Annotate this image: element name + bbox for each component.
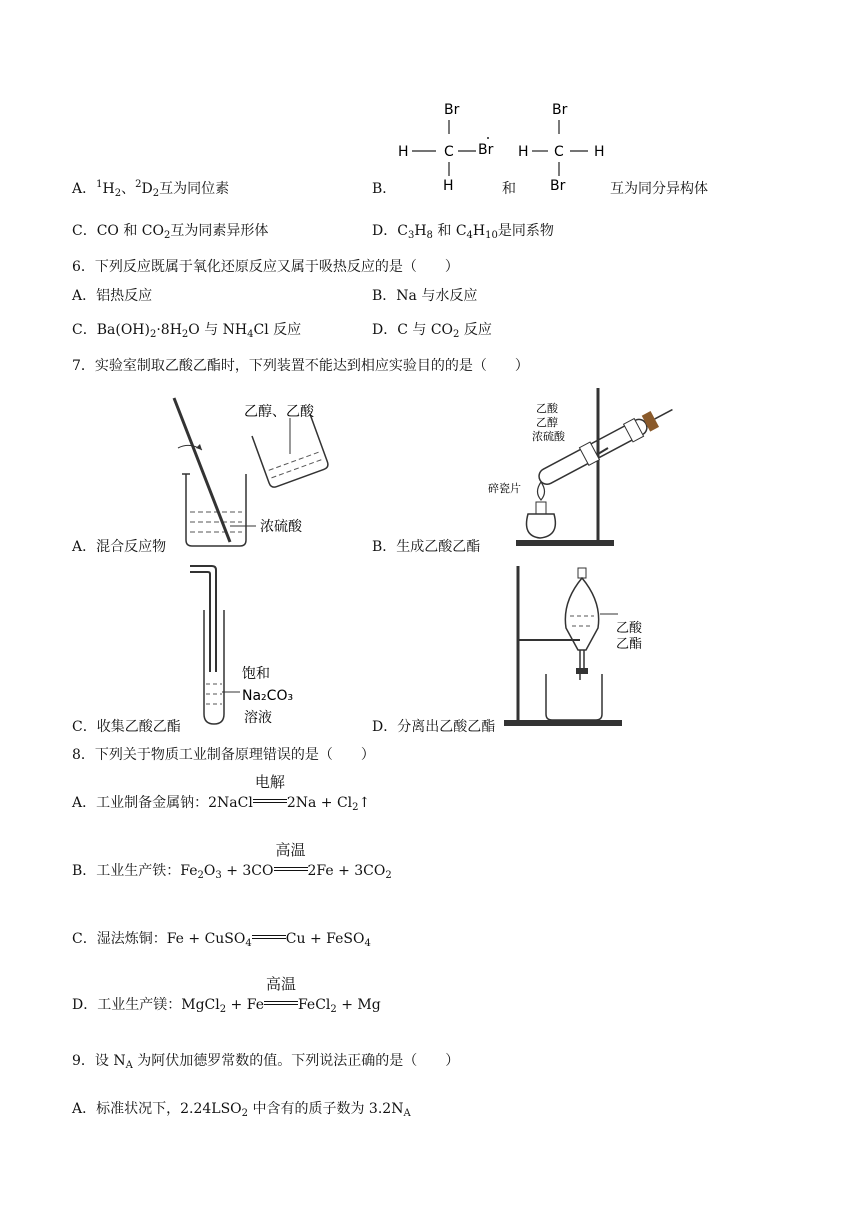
fig-c-label-2: Na₂CO₃ bbox=[242, 688, 294, 704]
fig-d-label-2: 乙酯 bbox=[616, 637, 643, 652]
fig-b-label-2: 乙醇 bbox=[536, 416, 558, 429]
q5-option-c: C．CO 和 $CO_2$互为同素异形体 bbox=[72, 223, 269, 241]
q5-option-a: A．$^1H_2$、$^2D_2$互为同位素 bbox=[72, 179, 230, 199]
q9-stem: 9．设 $N_A$ 为阿伏加德罗常数的值。下列说法正确的是（ ） bbox=[72, 1053, 460, 1071]
q8a-condition: 电解 bbox=[254, 773, 285, 791]
q6-option-c: C．$Ba(OH)_2\cdot 8H_2O$ 与 $NH_4Cl$ 反应 bbox=[72, 322, 302, 340]
struct1-right: Br bbox=[478, 142, 494, 158]
struct2-center: C bbox=[554, 144, 564, 160]
q5-option-d: D．$C_3H_8$ 和 $C_4H_{10}$是同系物 bbox=[372, 223, 554, 241]
q7-figure-b bbox=[488, 386, 678, 550]
q7-figure-c bbox=[186, 562, 316, 730]
q6-option-b: B．Na 与水反应 bbox=[372, 288, 478, 304]
fig-b-label-1: 乙酸 bbox=[536, 402, 558, 415]
struct2-right: H bbox=[594, 144, 605, 160]
fig-b-label-4: 碎瓷片 bbox=[488, 482, 521, 495]
q5-structure-1 bbox=[392, 96, 502, 196]
q6-option-a: A．铝热反应 bbox=[72, 288, 153, 304]
q5-structure-2 bbox=[514, 96, 614, 196]
struct2-bottom: Br bbox=[550, 178, 566, 194]
q7-figure-a bbox=[160, 392, 340, 552]
q8-option-a: A．工业制备金属钠：2NaCl 电解 $2Na + Cl_2↑$ bbox=[72, 773, 371, 813]
q7-figure-d bbox=[500, 562, 650, 730]
q7-option-b: B．生成乙酸乙酯 bbox=[372, 539, 481, 555]
struct2-left: H bbox=[518, 144, 529, 160]
fig-a-label-1: 乙醇、乙酸 bbox=[244, 404, 314, 420]
fig-d-label-1: 乙酸 bbox=[616, 621, 643, 636]
struct2-top: Br bbox=[552, 102, 568, 118]
struct1-left: H bbox=[398, 144, 409, 160]
struct1-top: Br bbox=[444, 102, 460, 118]
q8-option-c: C．湿法炼铜：Fe + CuSO$_4$ Cu + FeSO$_4$ bbox=[72, 931, 371, 949]
q7-option-a: A．混合反应物 bbox=[72, 539, 167, 555]
fig-c-label-3: 溶液 bbox=[244, 710, 272, 726]
q7-option-c: C．收集乙酸乙酯 bbox=[72, 719, 181, 735]
q9-option-a: A．标准状况下，$2.24LSO_2$ 中含有的质子数为 $3.2N_A$ bbox=[72, 1101, 411, 1119]
q5-option-b-text: 互为同分异构体 bbox=[610, 181, 708, 197]
q6-stem: 6．下列反应既属于氧化还原反应又属于吸热反应的是（ ） bbox=[72, 259, 459, 275]
q8-stem: 8．下列关于物质工业制备原理错误的是（ ） bbox=[72, 747, 375, 763]
q7-stem: 7．实验室制取乙酸乙酯时，下列装置不能达到相应实验目的的是（ ） bbox=[72, 358, 529, 374]
q8d-condition: 高温 bbox=[265, 975, 296, 993]
q5-option-b-label: B． bbox=[372, 181, 397, 197]
fig-a-label-2: 浓硫酸 bbox=[260, 519, 302, 535]
q6-option-d: D．C 与 $CO_2$ 反应 bbox=[372, 322, 492, 340]
struct1-center: C bbox=[444, 144, 454, 160]
q7-option-d: D．分离出乙酸乙酯 bbox=[372, 719, 496, 735]
q5-option-b-and: 和 bbox=[502, 181, 516, 197]
fig-c-label-1: 饱和 bbox=[242, 666, 270, 682]
q8-option-d: D．工业生产镁：MgCl$_2$ + Fe 高温 FeCl$_2$ + Mg bbox=[72, 975, 381, 1015]
q8-option-b: B．工业生产铁：$Fe_2O_3 + 3CO$ 高温 $2Fe + 3CO_2$ bbox=[72, 841, 392, 881]
q8b-condition: 高温 bbox=[275, 841, 306, 859]
fig-b-label-3: 浓硫酸 bbox=[532, 430, 565, 443]
struct1-bottom: H bbox=[443, 178, 454, 194]
